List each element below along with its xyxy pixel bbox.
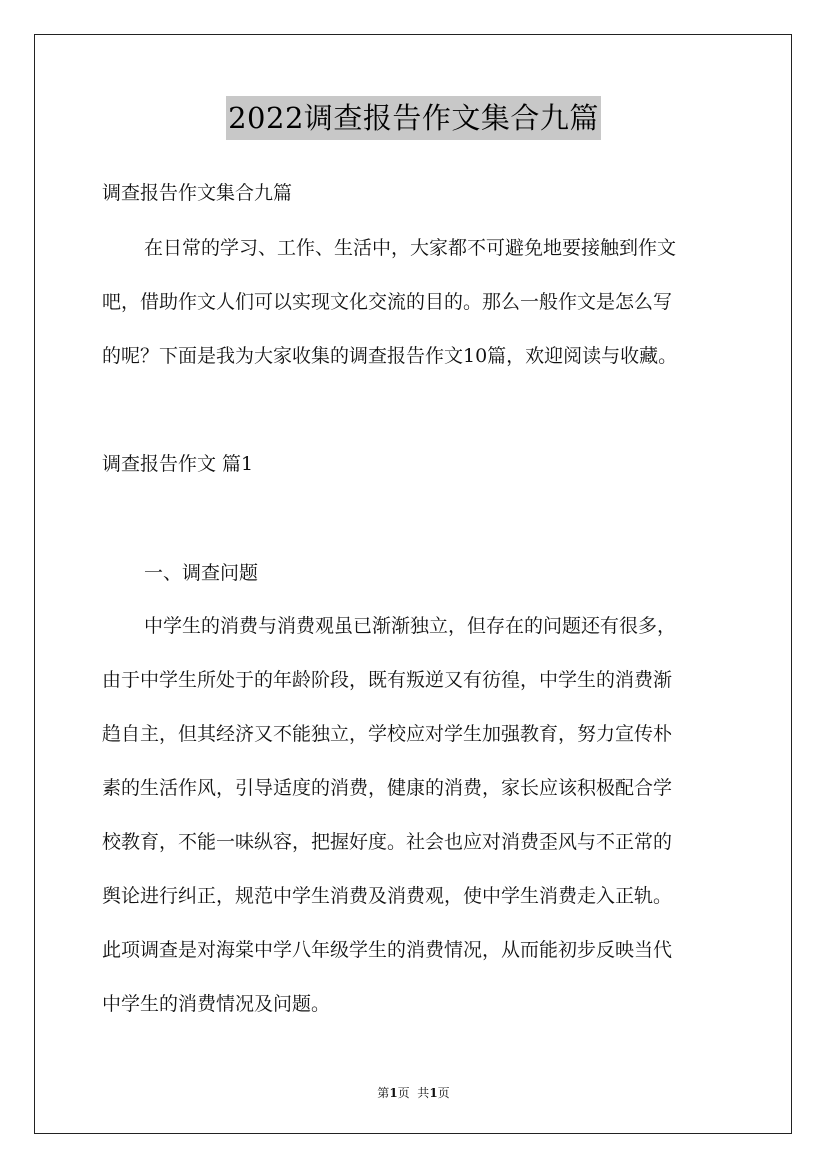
body-line-3: 趋自主，但其经济又不能独立，学校应对学生加强教育，努力宣传朴	[102, 723, 673, 745]
footer-mid: 页 共	[397, 1086, 430, 1100]
footer-prefix: 第	[377, 1086, 390, 1100]
section-heading: 调查报告作文 篇1	[102, 453, 254, 475]
intro-line-1: 在日常的学习、工作、生活中，大家都不可避免地要接触到作文	[144, 237, 677, 259]
body-line-7: 此项调查是对海棠中学八年级学生的消费情况，从而能初步反映当代	[102, 939, 673, 961]
subtitle-line: 调查报告作文集合九篇	[102, 182, 293, 204]
body-line-1: 中学生的消费与消费观虽已渐渐独立，但存在的问题还有很多，	[144, 615, 677, 637]
intro-line-3: 的呢？下面是我为大家收集的调查报告作文10篇，欢迎阅读与收藏。	[102, 345, 678, 367]
body-line-2: 由于中学生所处于的年龄阶段，既有叛逆又有彷徨，中学生的消费渐	[102, 669, 673, 691]
footer-suffix: 页	[437, 1086, 450, 1100]
body-line-5: 校教育，不能一味纵容，把握好度。社会也应对消费歪风与不正常的	[102, 831, 673, 853]
intro-line-2: 吧，借助作文人们可以实现文化交流的目的。那么一般作文是怎么写	[102, 291, 673, 313]
footer-page-total: 1	[429, 1086, 438, 1100]
body-line-8: 中学生的消费情况及问题。	[102, 993, 331, 1015]
subsection-heading: 一、调查问题	[144, 562, 259, 584]
footer-page-number: 1	[389, 1086, 398, 1100]
page-footer	[0, 1084, 827, 1101]
body-line-6: 舆论进行纠正，规范中学生消费及消费观，使中学生消费走入正轨。	[102, 885, 673, 907]
document-title: 2022调查报告作文集合九篇	[226, 96, 601, 140]
body-line-4: 素的生活作风，引导适度的消费，健康的消费，家长应该积极配合学	[102, 777, 673, 799]
title-container	[0, 96, 827, 140]
